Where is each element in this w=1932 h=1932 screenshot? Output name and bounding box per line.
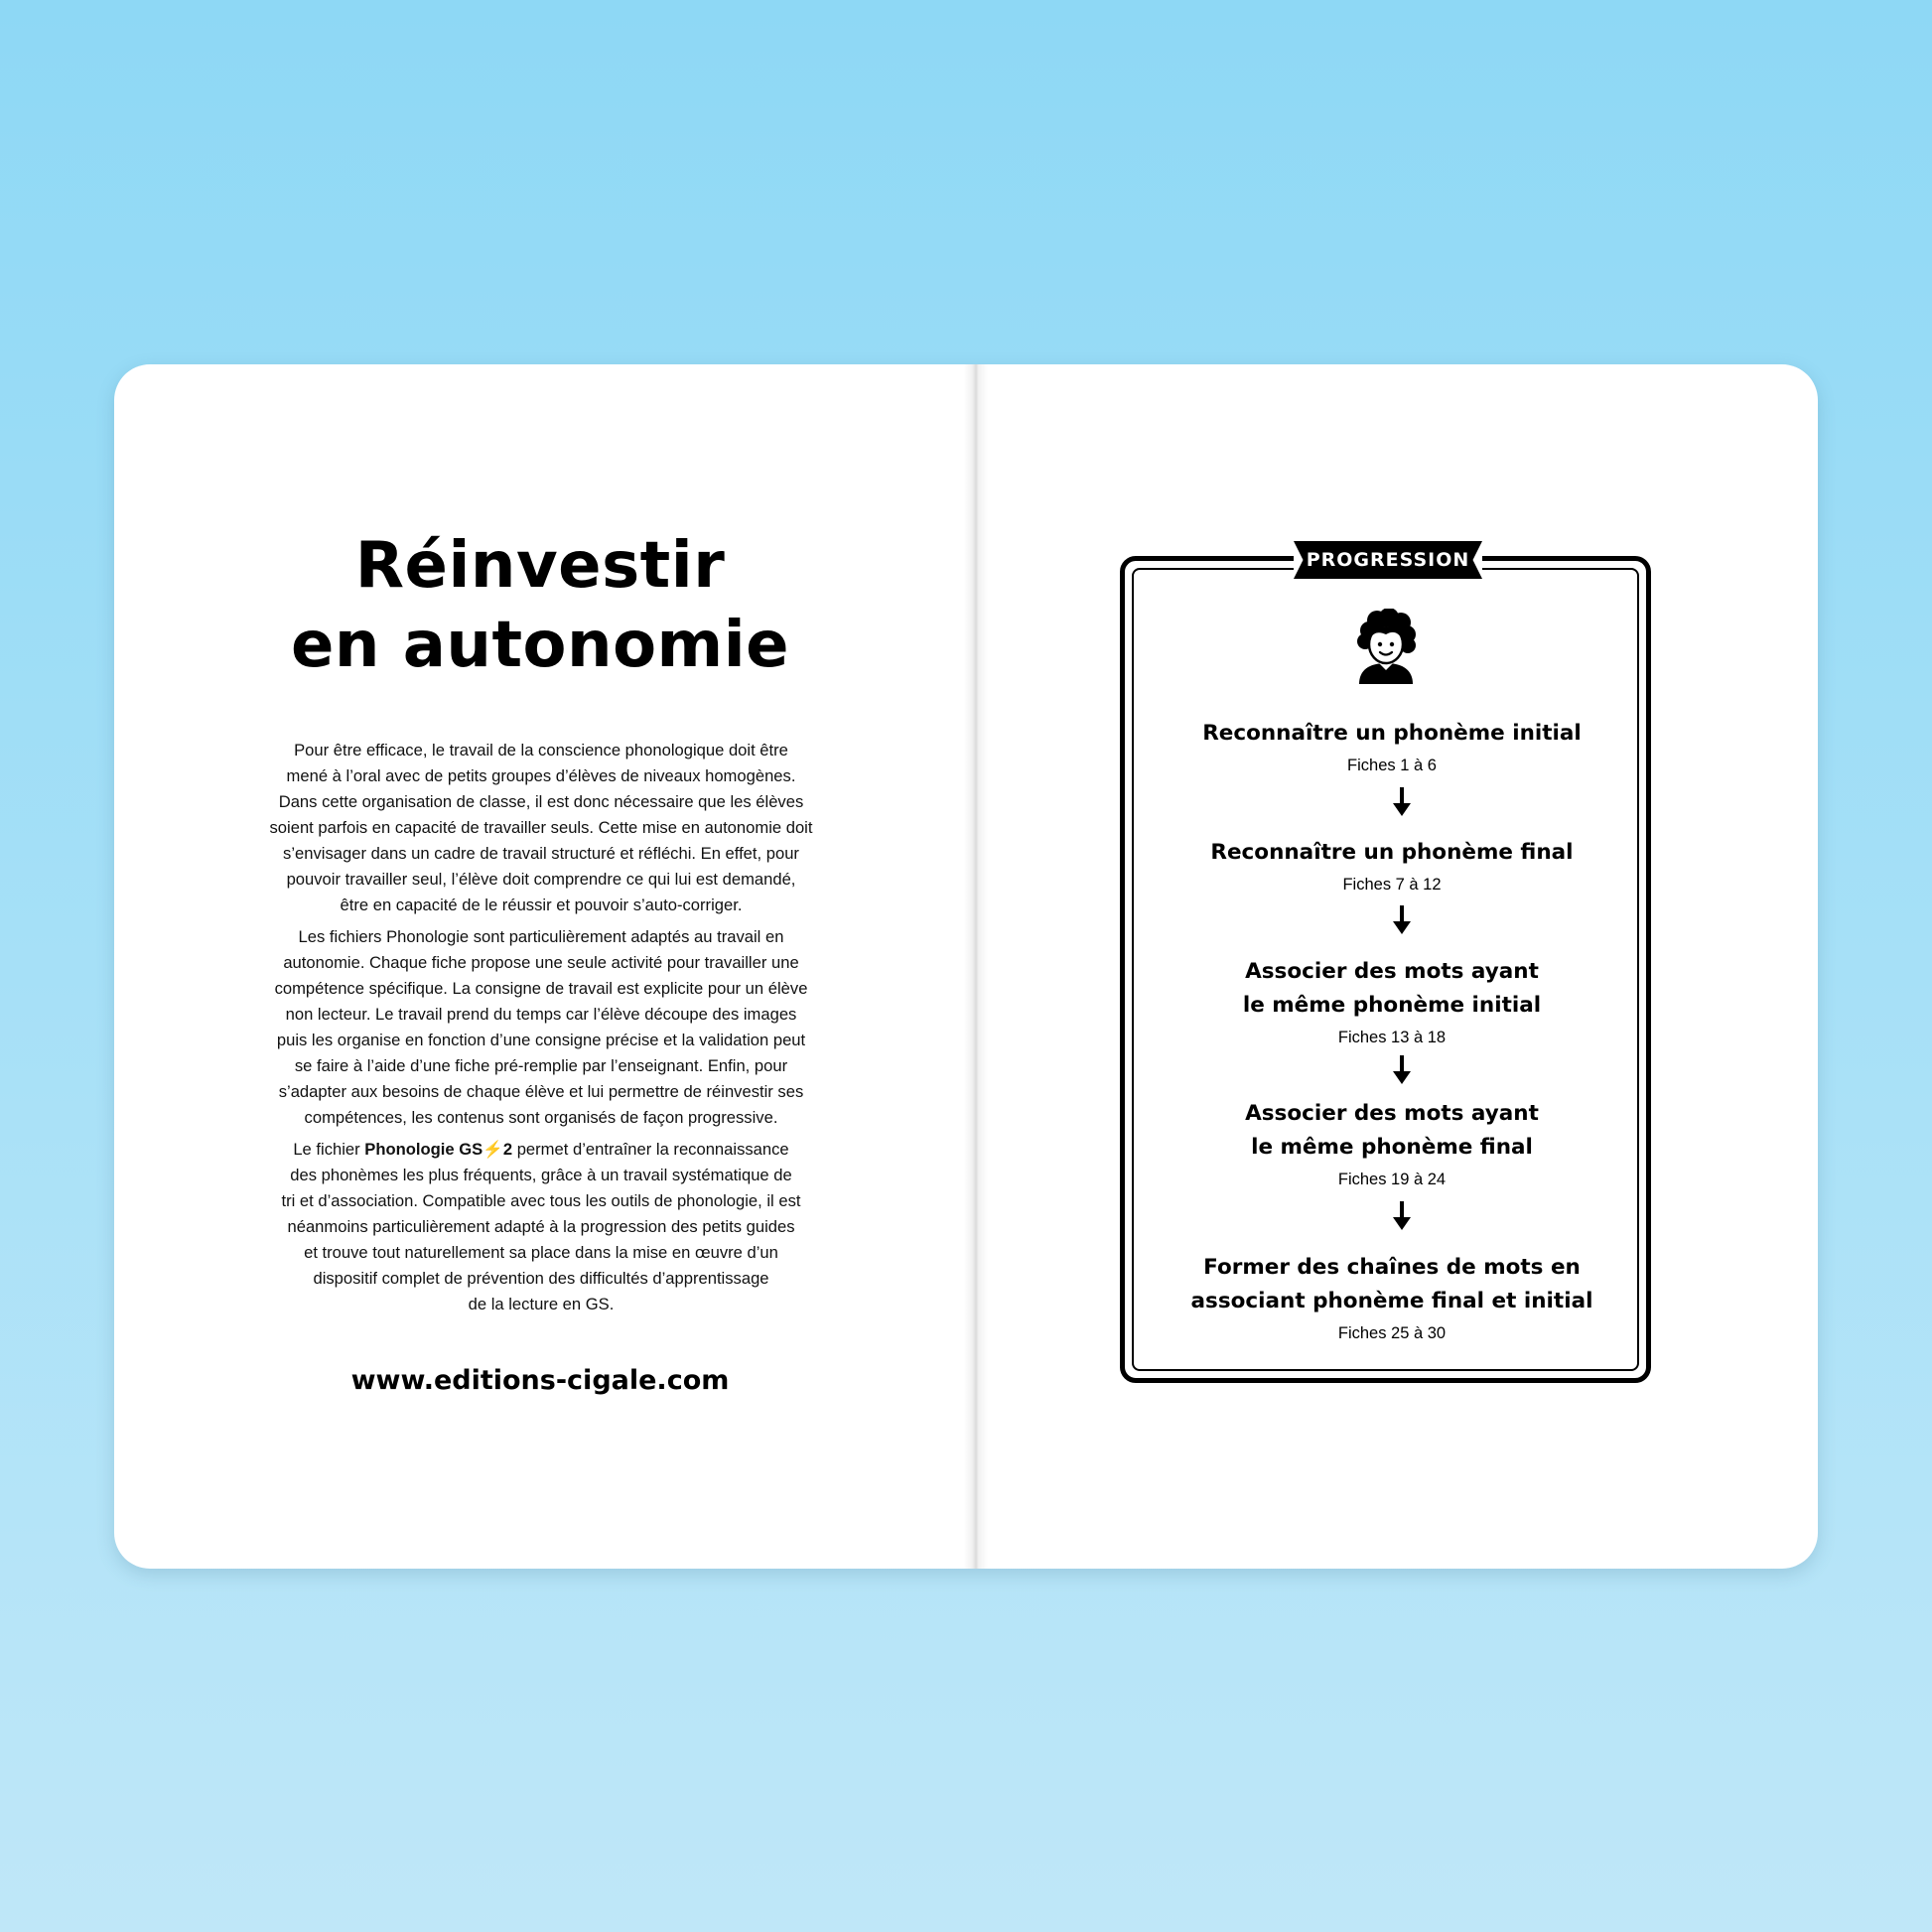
step-title-line: le même phonème initial [1242, 993, 1542, 1018]
page-title-line-1: Réinvestir [354, 529, 726, 603]
page-title [114, 526, 966, 685]
paragraph-1 [253, 738, 829, 918]
step-title-line: Associer des mots ayant [1245, 1101, 1539, 1126]
step-title [966, 1097, 1818, 1165]
text-line: Pour être efficace, le travail de la conscience phonologique doit être [294, 741, 788, 759]
text-line: des phonèmes les plus fréquents, grâce à un travail systématique de [290, 1166, 792, 1184]
book-spread [114, 364, 1818, 1569]
progression-step-2 [966, 836, 1818, 897]
step-title [966, 836, 1818, 870]
text-line: s’envisager dans un cadre de travail structuré et réfléchi. En effet, pour [283, 844, 799, 863]
progression-step-4 [966, 1097, 1818, 1191]
banner-label: PROGRESSION [1306, 549, 1470, 571]
progression-step-3 [966, 955, 1818, 1049]
text-prefix: Le fichier [293, 1140, 365, 1159]
text-line: non lecteur. Le travail prend du temps car l’élève découpe des images [285, 1005, 797, 1024]
text-line: se faire à l’aide d’une fiche pré-remplie par l’enseignant. Enfin, pour [294, 1056, 788, 1075]
step-title [966, 1251, 1818, 1318]
website-url: www.editions-cigale.com [350, 1365, 730, 1396]
text-line: dispositif complet de prévention des difficultés d’apprentissage [313, 1269, 769, 1288]
text-line: autonomie. Chaque fiche propose une seule activité pour travailler une [283, 953, 799, 972]
left-page [114, 364, 966, 1569]
product-name: Phonologie GS⚡2 [364, 1140, 513, 1159]
step-title [966, 955, 1818, 1023]
step-title [966, 717, 1818, 751]
body-text [253, 738, 829, 1323]
text-line: néanmoins particulièrement adapté à la progression des petits guides [287, 1217, 795, 1236]
step-fiches: Fiches 7 à 12 [1342, 876, 1442, 894]
child-face-icon [1351, 609, 1421, 684]
text-line: Les fichiers Phonologie sont particulièrement adaptés au travail en [298, 927, 784, 946]
step-title-line: Former des chaînes de mots en [1203, 1255, 1581, 1280]
text-line: puis les organise en fonction d’une consigne précise et la validation peut [276, 1031, 806, 1049]
text-line: et trouve tout naturellement sa place dans la mise en œuvre d’un [304, 1243, 778, 1262]
text-line [253, 1137, 829, 1163]
progression-step-1 [966, 717, 1818, 777]
arrow-down-icon [1392, 787, 1412, 817]
text-line: compétence spécifique. La consigne de travail est explicite pour un élève [274, 979, 808, 998]
step-fiches: Fiches 1 à 6 [1347, 757, 1437, 774]
arrow-down-icon [1392, 1201, 1412, 1231]
step-fiches: Fiches 13 à 18 [1337, 1029, 1447, 1046]
text-line: tri et d’association. Compatible avec tous les outils de phonologie, il est [281, 1191, 801, 1210]
step-title-line: le même phonème final [1251, 1135, 1533, 1160]
text-line: soient parfois en capacité de travailler seuls. Cette mise en autonomie doit [269, 818, 813, 837]
text-line: pouvoir travailler seul, l’élève doit comprendre ce qui lui est demandé, [286, 870, 796, 889]
step-title-line: Reconnaître un phonème final [1210, 840, 1574, 865]
text-line: Dans cette organisation de classe, il est donc nécessaire que les élèves [278, 792, 804, 811]
text-suffix: permet d’entraîner la reconnaissance [512, 1140, 789, 1159]
step-fiches: Fiches 25 à 30 [1337, 1324, 1447, 1342]
paragraph-2 [253, 924, 829, 1131]
text-line: mené à l’oral avec de petits groupes d’élèves de niveaux homogènes. [286, 766, 796, 785]
progression-step-5 [966, 1251, 1818, 1345]
step-title-line: Associer des mots ayant [1245, 959, 1539, 984]
text-line: s’adapter aux besoins de chaque élève et lui permettre de réinvestir ses [278, 1082, 804, 1101]
progression-banner [1294, 541, 1482, 579]
arrow-down-icon [1392, 1055, 1412, 1085]
step-title-line: associant phonème final et initial [1190, 1289, 1593, 1313]
text-line: être en capacité de le réussir et pouvoir s’auto-corriger. [340, 896, 743, 914]
page-title-line-2: en autonomie [290, 609, 790, 682]
paragraph-3 [253, 1137, 829, 1317]
step-title-line: Reconnaître un phonème initial [1202, 721, 1582, 746]
text-line: de la lecture en GS. [468, 1295, 615, 1313]
step-fiches: Fiches 19 à 24 [1337, 1171, 1447, 1188]
text-line: compétences, les contenus sont organisés de façon progressive. [304, 1108, 778, 1127]
right-page [966, 364, 1818, 1569]
arrow-down-icon [1392, 905, 1412, 935]
